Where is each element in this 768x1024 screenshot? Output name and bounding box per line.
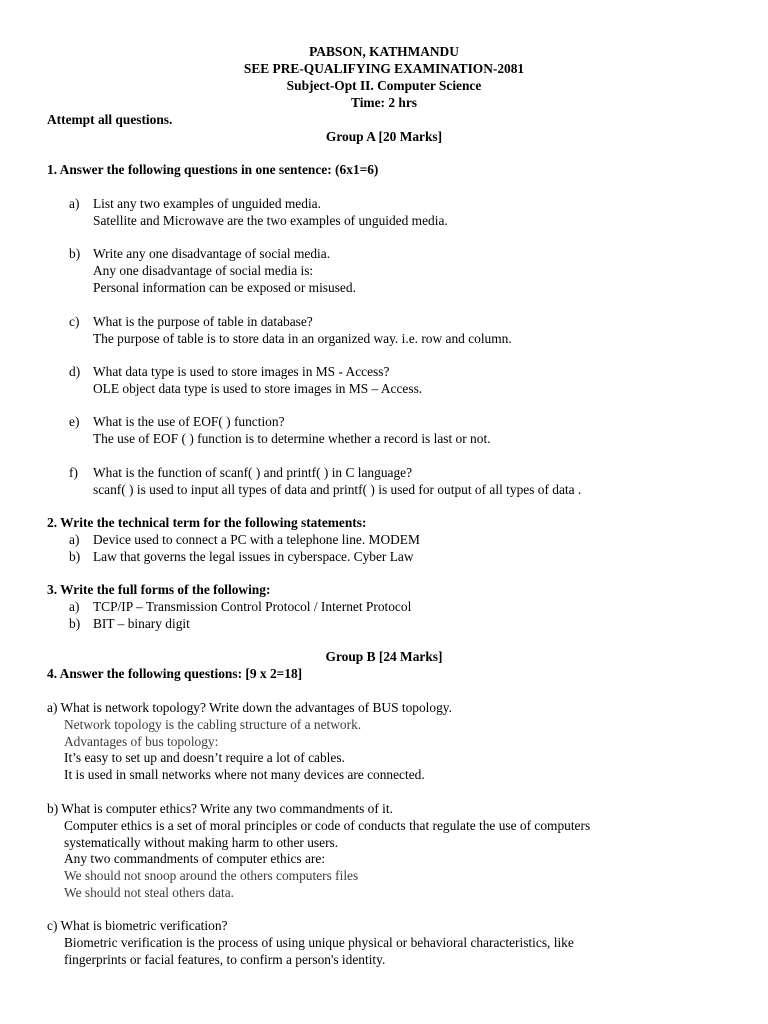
q3-heading: 3. Write the full forms of the following: xyxy=(47,582,271,597)
school-name: PABSON, KATHMANDU xyxy=(309,44,459,59)
q4a-question: a) What is network topology? Write down the advantages of BUS topology. xyxy=(47,700,452,715)
q4b-line4: We should not snoop around the others computers files xyxy=(64,868,359,883)
q1e-question: What is the use of EOF( ) function? xyxy=(93,414,285,429)
subject-line: Subject-Opt II. Computer Science xyxy=(286,78,482,93)
q1b-question: Write any one disadvantage of social media. xyxy=(93,246,331,261)
exam-title: SEE PRE-QUALIFYING EXAMINATION-2081 xyxy=(243,61,525,76)
q2a-marker: a) xyxy=(69,532,80,547)
q1a-marker: a) xyxy=(69,196,80,211)
instruction: Attempt all questions. xyxy=(47,112,173,127)
q3b-text: BIT – binary digit xyxy=(93,616,190,631)
group-b-title: Group B [24 Marks] xyxy=(325,649,443,664)
q1f-answer: scanf( ) is used to input all types of data and printf( ) is used for output of all types of data . xyxy=(93,482,582,497)
q4b-line5: We should not steal others data. xyxy=(64,885,234,900)
q1b-answer-line2: Personal information can be exposed or misused. xyxy=(93,280,356,295)
q1d-question: What data type is used to store images in MS - Access? xyxy=(93,364,390,379)
q1b-answer-line1: Any one disadvantage of social media is: xyxy=(93,263,314,278)
q4a-line1: Network topology is the cabling structure of a network. xyxy=(64,717,362,732)
q4b-line3: Any two commandments of computer ethics are: xyxy=(64,851,326,866)
q4c-line1: Biometric verification is the process of using unique physical or behavioral characteristics, like xyxy=(64,935,574,950)
q4-heading: 4. Answer the following questions: [9 x 2=18] xyxy=(47,666,303,681)
q2b-text: Law that governs the legal issues in cyberspace. Cyber Law xyxy=(93,549,414,564)
q1b-marker: b) xyxy=(69,246,81,261)
q3b-marker: b) xyxy=(69,616,81,631)
q2b-marker: b) xyxy=(69,549,81,564)
q1d-answer: OLE object data type is used to store images in MS – Access. xyxy=(93,381,423,396)
q2-heading: 2. Write the technical term for the following statements: xyxy=(47,515,367,530)
q4c-question: c) What is biometric verification? xyxy=(47,918,228,933)
q1e-answer: The use of EOF ( ) function is to determine whether a record is last or not. xyxy=(93,431,491,446)
group-a-title: Group A [20 Marks] xyxy=(325,129,443,144)
q1-heading: 1. Answer the following questions in one sentence: (6x1=6) xyxy=(47,162,379,177)
q4a-line3: It’s easy to set up and doesn’t require a lot of cables. xyxy=(64,750,345,765)
q1d-marker: d) xyxy=(69,364,81,379)
q1c-answer: The purpose of table is to store data in an organized way. i.e. row and column. xyxy=(93,331,512,346)
time-line: Time: 2 hrs xyxy=(351,95,417,110)
q4b-question: b) What is computer ethics? Write any two commandments of it. xyxy=(47,801,393,816)
q1a-question: List any two examples of unguided media. xyxy=(93,196,321,211)
q3a-text: TCP/IP – Transmission Control Protocol / Internet Protocol xyxy=(93,599,412,614)
q3a-marker: a) xyxy=(69,599,80,614)
q1e-marker: e) xyxy=(69,414,80,429)
q1a-answer: Satellite and Microwave are the two examples of unguided media. xyxy=(93,213,448,228)
q2a-text: Device used to connect a PC with a telephone line. MODEM xyxy=(93,532,420,547)
q1c-question: What is the purpose of table in database? xyxy=(93,314,313,329)
q4a-line4: It is used in small networks where not many devices are connected. xyxy=(64,767,425,782)
q4b-line1: Computer ethics is a set of moral principles or code of conducts that regulate the use of computers xyxy=(64,818,591,833)
q1f-question: What is the function of scanf( ) and printf( ) in C language? xyxy=(93,465,413,480)
q1c-marker: c) xyxy=(69,314,80,329)
q1f-marker: f) xyxy=(69,465,78,480)
q4b-line2: systematically without making harm to other users. xyxy=(64,835,339,850)
q4c-line2: fingerprints or facial features, to confirm a person's identity. xyxy=(64,952,386,967)
q4a-line2: Advantages of bus topology: xyxy=(64,734,219,749)
